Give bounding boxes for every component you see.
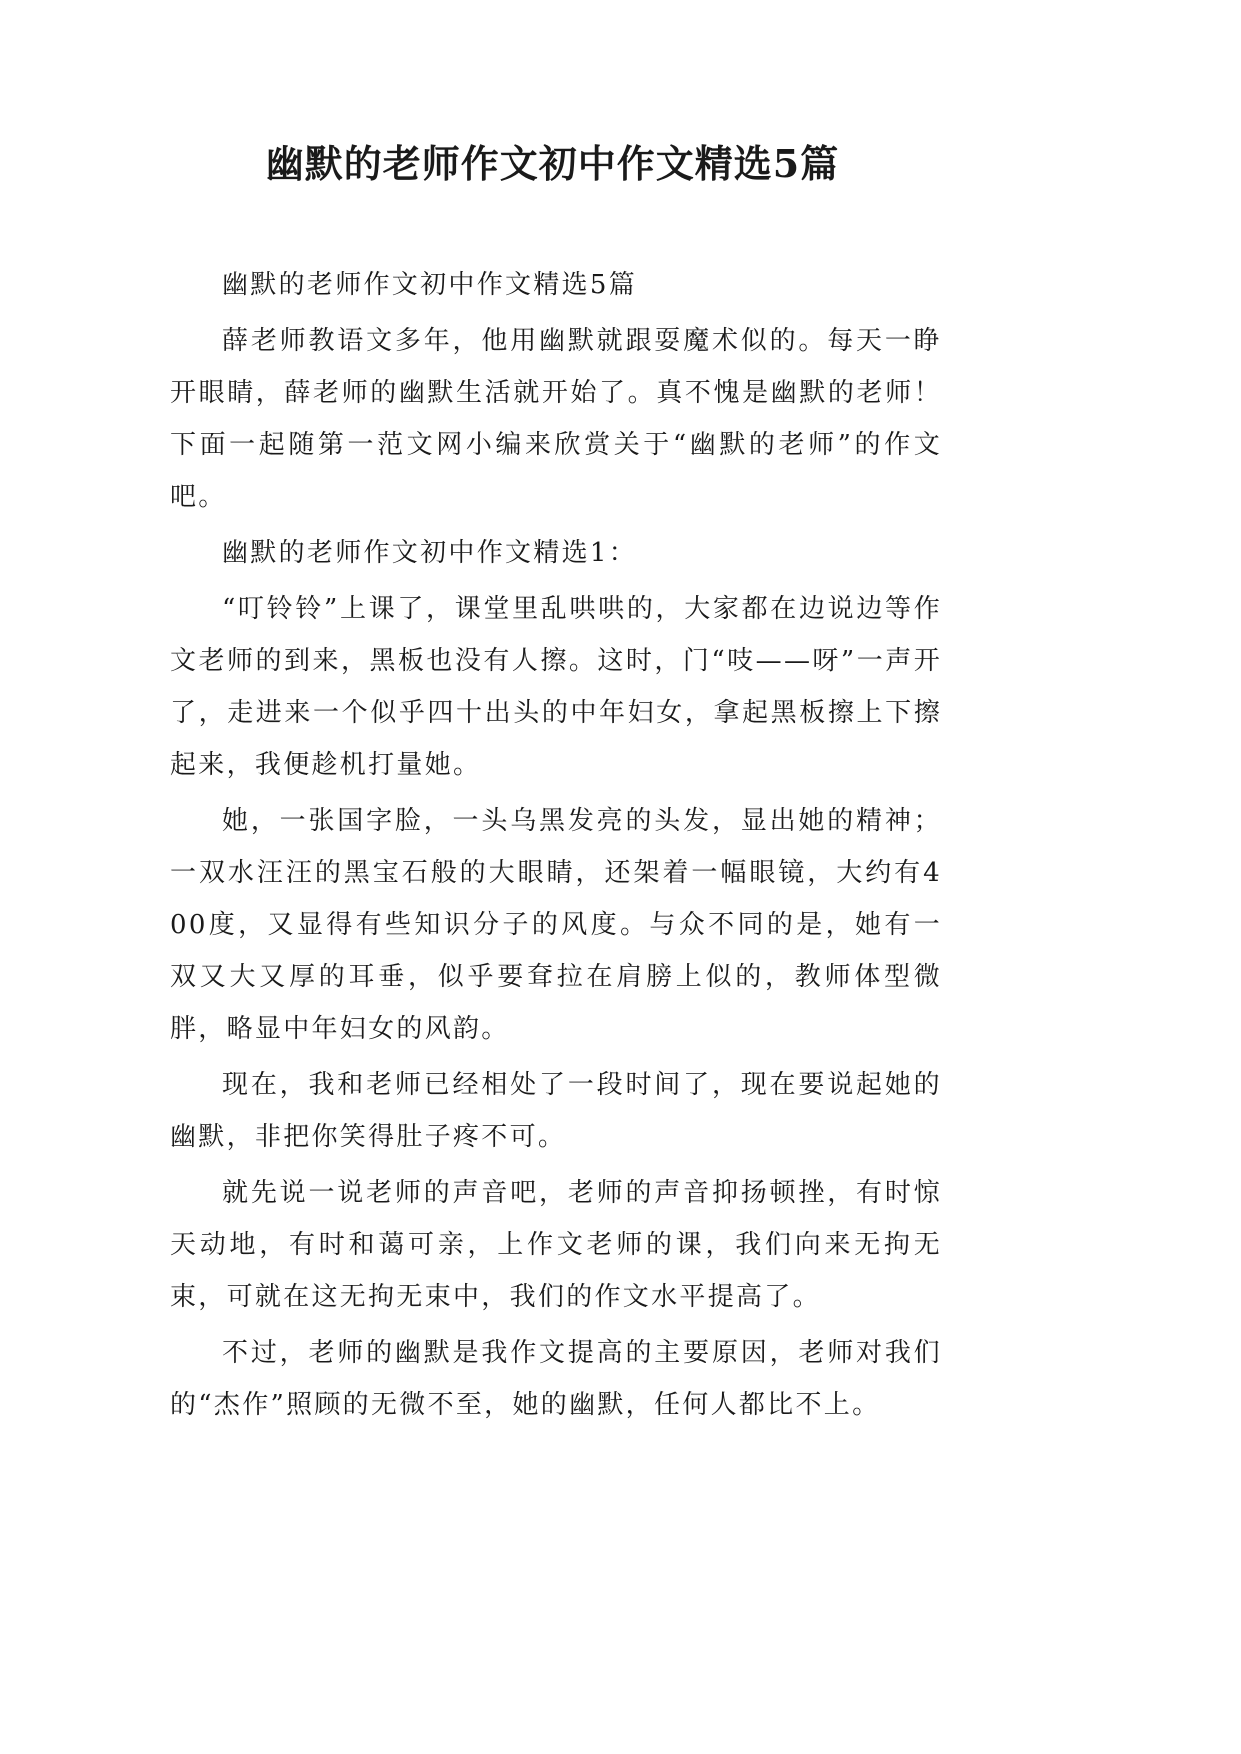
paragraph-section-heading: 幽默的老师作文初中作文精选1： [222, 538, 638, 568]
paragraph-intro: 薛老师教语文多年，他用幽默就跟耍魔术似的。每天一睁开眼睛，薛老师的幽默生活就开始了。真不愧是幽默的老师！下面一起随第一范文网小编来欣赏关于“幽默的老师”的作文吧。 [170, 326, 942, 512]
paragraph: “叮铃铃”上课了，课堂里乱哄哄的，大家都在边说边等作文老师的到来，黑板也没有人擦。这时，门“吱——呀”一声开了，走进来一个似乎四十出头的中年妇女，拿起黑板擦上下擦起来，我便趁机打量她。 [170, 594, 942, 780]
paragraph: 就先说一说老师的声音吧，老师的声音抑扬顿挫，有时惊天动地，有时和蔼可亲，上作文老师的课，我们向来无拘无束，可就在这无拘无束中，我们的作文水平提高了。 [170, 1178, 942, 1312]
paragraph: 她，一张国字脸，一头乌黑发亮的头发，显出她的精神；一双水汪汪的黑宝石般的大眼睛，还架着一幅眼镜，大约有400度，又显得有些知识分子的风度。与众不同的是，她有一双又大又厚的耳垂，似乎要耷拉在肩膀上似的，教师体型微胖，略显中年妇女的风韵。 [170, 806, 942, 1044]
document-body [170, 259, 942, 1435]
paragraph-subtitle: 幽默的老师作文初中作文精选5篇 [222, 270, 638, 300]
paragraph: 不过，老师的幽默是我作文提高的主要原因，老师对我们的“杰作”照顾的无微不至，她的幽默，任何人都比不上。 [170, 1338, 942, 1420]
document-title: 幽默的老师作文初中作文精选5篇 [265, 141, 840, 186]
paragraph: 现在，我和老师已经相处了一段时间了，现在要说起她的幽默，非把你笑得肚子疼不可。 [170, 1070, 942, 1152]
